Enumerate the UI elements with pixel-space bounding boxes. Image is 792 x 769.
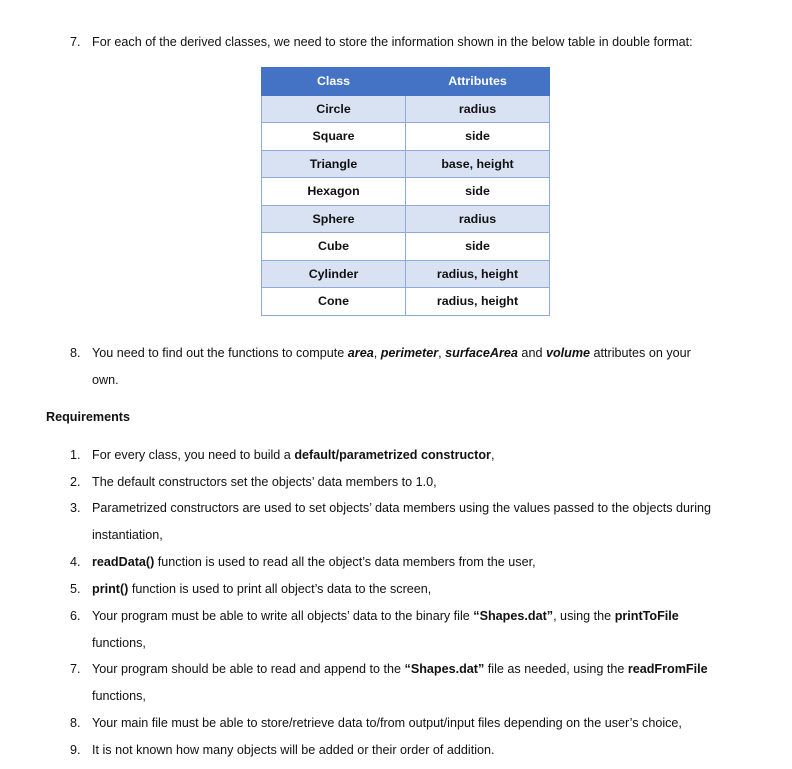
table-row — [262, 260, 550, 288]
table-row — [262, 288, 550, 316]
list-text-continuation: functions, — [92, 636, 146, 650]
text-run: function is used to print all object’s data to the screen, — [128, 582, 432, 596]
class-cell: Square — [262, 123, 406, 151]
shapes-attributes-table — [261, 67, 550, 316]
list-number: 7. — [70, 662, 81, 676]
keyword-surface-area: surfaceArea — [445, 346, 518, 360]
list-text: It is not known how many objects will be added or their order of addition. — [92, 743, 495, 757]
table-row — [262, 205, 550, 233]
attributes-cell: radius, height — [406, 260, 550, 288]
text-run: Your program must be able to write all objects’ data to the binary file — [92, 609, 474, 623]
attributes-cell: radius — [406, 95, 550, 123]
text-run: attributes on your — [590, 346, 691, 360]
text-run: For every class, you need to build a — [92, 448, 295, 462]
list-text: The default constructors set the objects’ data members to 1.0, — [92, 475, 437, 489]
text-bold: “Shapes.dat” — [473, 609, 554, 623]
table-row — [262, 123, 550, 151]
list-number: 5. — [70, 582, 81, 596]
text-bold: “Shapes.dat” — [404, 662, 485, 676]
list-text: For each of the derived classes, we need to store the information shown in the below table in double format: — [92, 35, 693, 49]
list-number: 4. — [70, 555, 81, 569]
column-header-attributes: Attributes — [406, 68, 550, 96]
text-bold: readData() — [92, 555, 155, 569]
list-text — [92, 446, 494, 464]
text-run: , — [438, 346, 446, 360]
list-text-continuation: instantiation, — [92, 528, 163, 542]
table-row — [262, 95, 550, 123]
table-row — [262, 178, 550, 206]
list-text-continuation: functions, — [92, 689, 146, 703]
list-text: Your main file must be able to store/retrieve data to/from output/input files depending on the user’s choice, — [92, 716, 682, 730]
attributes-cell: side — [406, 178, 550, 206]
table-row — [262, 150, 550, 178]
text-run: function is used to read all the object’s data members from the user, — [154, 555, 536, 569]
keyword-perimeter: perimeter — [380, 346, 439, 360]
list-number: 1. — [70, 448, 81, 462]
class-cell: Cone — [262, 288, 406, 316]
list-text — [92, 344, 691, 362]
list-number: 9. — [70, 743, 81, 757]
list-text: Parametrized constructors are used to set objects’ data members using the values passed to the objects during — [92, 501, 712, 515]
text-run: , — [490, 448, 495, 462]
list-number: 7. — [70, 35, 81, 49]
list-number: 8. — [70, 346, 81, 360]
text-run: Your program should be able to read and append to the — [92, 662, 405, 676]
class-cell: Sphere — [262, 205, 406, 233]
attributes-cell: base, height — [406, 150, 550, 178]
attributes-cell: radius — [406, 205, 550, 233]
list-text — [92, 607, 679, 625]
class-cell: Triangle — [262, 150, 406, 178]
text-run: You need to find out the functions to compute — [92, 346, 348, 360]
text-run: file as needed, using the — [484, 662, 628, 676]
attributes-cell: side — [406, 123, 550, 151]
list-number: 2. — [70, 475, 81, 489]
list-text-continuation: own. — [92, 373, 119, 387]
text-bold: print() — [92, 582, 129, 596]
list-text — [92, 580, 431, 598]
list-number: 6. — [70, 609, 81, 623]
keyword-volume: volume — [545, 346, 591, 360]
text-run: , using the — [553, 609, 615, 623]
class-cell: Cube — [262, 233, 406, 261]
list-text — [92, 660, 708, 678]
table-row — [262, 233, 550, 261]
text-run: and — [517, 346, 546, 360]
class-cell: Hexagon — [262, 178, 406, 206]
keyword-area: area — [347, 346, 374, 360]
requirements-heading: Requirements — [46, 410, 130, 424]
attributes-cell: side — [406, 233, 550, 261]
attributes-cell: radius, height — [406, 288, 550, 316]
column-header-class: Class — [262, 68, 406, 96]
list-number: 3. — [70, 501, 81, 515]
class-cell: Circle — [262, 95, 406, 123]
list-number: 8. — [70, 716, 81, 730]
text-bold: printToFile — [614, 609, 679, 623]
text-bold: readFromFile — [627, 662, 708, 676]
text-run: , — [373, 346, 381, 360]
list-text — [92, 553, 536, 571]
class-cell: Cylinder — [262, 260, 406, 288]
table-header-row — [262, 68, 550, 96]
text-bold: default/parametrized constructor — [294, 448, 491, 462]
